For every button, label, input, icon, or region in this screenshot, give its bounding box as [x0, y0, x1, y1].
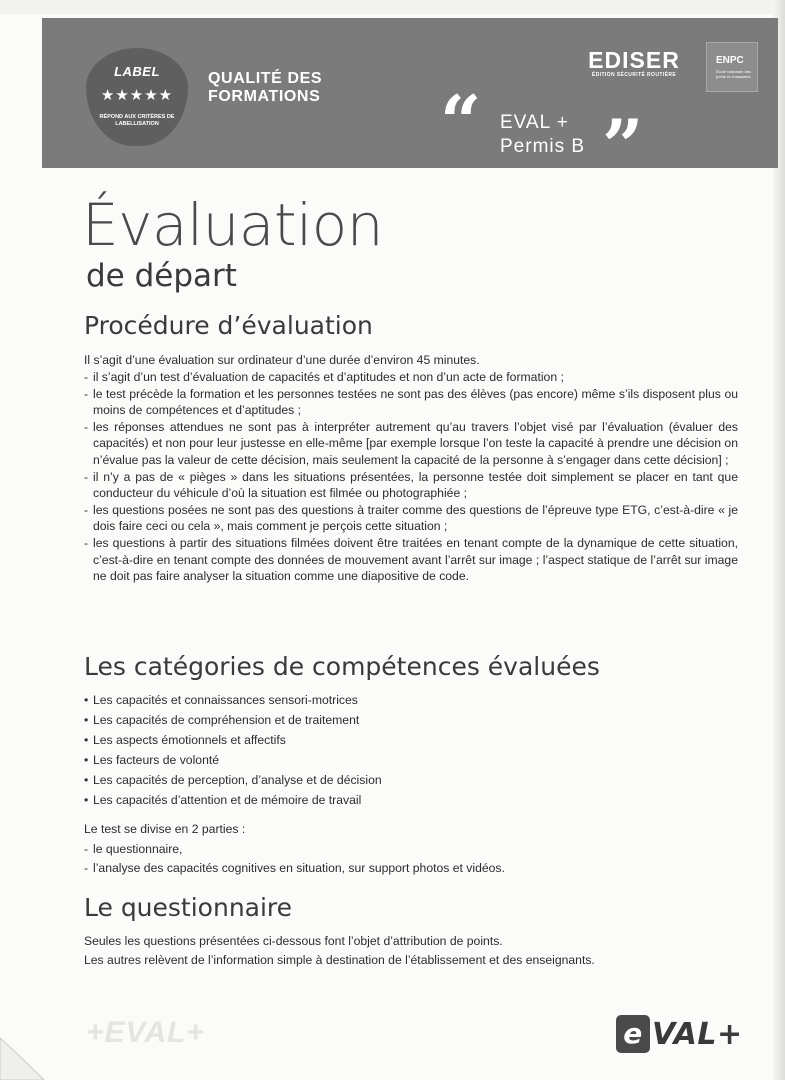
categories-list: [84, 690, 382, 810]
questionnaire-note-2: Les autres relèvent de l’information simple à destination de l’établissement et des enseignants.: [84, 953, 595, 967]
parts-intro: Le test se divise en 2 parties :: [84, 822, 246, 836]
list-item: • Les capacités et connaissances sensori-motrices: [84, 690, 382, 710]
enpc-logo: [706, 42, 758, 92]
close-quote-mark: ”: [602, 103, 644, 188]
list-item: - l’analyse des capacités cognitives en situation, sur support photos et vidéos.: [84, 859, 505, 878]
list-item: - il n’y a pas de « pièges » dans les situations présentées, la personne testée doit simplement se placer en tant que conducteur du véhicule d’où la situation est filmée ou photographiée ;: [84, 469, 738, 502]
list-item: - il s’agit d’un test d’évaluation de capacités et d’aptitudes et non d’un acte de formation ;: [84, 369, 738, 386]
list-item: • Les capacités de compréhension et de traitement: [84, 710, 382, 730]
list-item: - les questions posées ne sont pas des questions à traiter comme des questions de l’épreuve type ETG, c’est-à-dire « je dois faire ceci ou cela », mais comment je perçois cette situation ;: [84, 502, 738, 535]
list-item: - les réponses attendues ne sont pas à interpréter autrement qu’au travers l’objet visé par l’évaluation (évaluer des capacités) et non pour leur justesse en elle-même [par exemple lorsque l’on teste la capacité à prendre une décision on n’évalue pas la valeur de cette décision, mais seulement la capacité de la personne à s’engager dans cette décision] ;: [84, 419, 738, 469]
label-badge-title: LABEL: [114, 64, 160, 79]
eval-plus-label: EVAL +: [500, 112, 569, 133]
ediser-subtitle: ÉDITION SÉCURITÉ ROUTIÈRE: [591, 72, 677, 78]
list-item: • Les aspects émotionnels et affectifs: [84, 730, 382, 750]
list-item: • Les capacités d’attention et de mémoire de travail: [84, 790, 382, 810]
label-badge-stars: ★★★★★: [100, 87, 174, 104]
enpc-subtitle: École nationale des ponts et chaussées: [716, 69, 751, 79]
list-item: - les questions à partir des situations filmées doivent être traitées en tenant compte de la dynamique de cette situation, c’est-à-dire en tenant compte des données de mouvement avant l’arrêt sur image ; l’aspect statique de l’arrêt sur image ne doit pas faire analyser la situation comme une diapositive de code.: [84, 535, 738, 585]
eval-logo-text: VAL+: [652, 1016, 743, 1052]
list-item: - le test précède la formation et les personnes testées ne sont pas des élèves (pas encore) même s’ils disposent plus ou moins de compétences et d’aptitudes ;: [84, 386, 738, 419]
procedure-list: [84, 369, 738, 585]
enpc-name: ENPC: [716, 55, 744, 66]
parts-list: [84, 840, 505, 877]
eval-plus-logo: [616, 1014, 743, 1054]
eval-watermark: +EVAL+: [86, 1016, 205, 1049]
procedure-heading: Procédure d’évaluation: [84, 311, 373, 340]
list-item: - le questionnaire,: [84, 840, 505, 859]
label-badge-subtitle: RÉPOND AUX CRITÈRES DE LABELLISATION: [99, 114, 175, 127]
page-title: Évaluation: [82, 191, 384, 259]
ediser-logo: [580, 48, 688, 78]
header-banner: [42, 18, 778, 188]
label-badge: [86, 48, 188, 146]
quality-heading: QUALITÉ DES FORMATIONS: [208, 70, 323, 105]
procedure-intro: Il s’agit d’une évaluation sur ordinateur d’une durée d’environ 45 minutes.: [84, 353, 480, 367]
page-subtitle: de départ: [86, 258, 237, 294]
questionnaire-heading: Le questionnaire: [84, 893, 293, 922]
list-item: • Les facteurs de volonté: [84, 750, 382, 770]
open-quote-mark: “: [440, 79, 482, 164]
permis-b-label: Permis B: [500, 136, 586, 157]
eval-logo-e: e: [616, 1015, 650, 1053]
questionnaire-note-1: Seules les questions présentées ci-dessous font l’objet d’attribution de points.: [84, 934, 503, 948]
categories-heading: Les catégories de compétences évaluées: [84, 652, 600, 681]
page-top-edge: [0, 0, 785, 14]
page-corner-fold: [0, 1020, 80, 1080]
ediser-name: EDISER: [588, 47, 680, 73]
list-item: • Les capacités de perception, d’analyse et de décision: [84, 770, 382, 790]
